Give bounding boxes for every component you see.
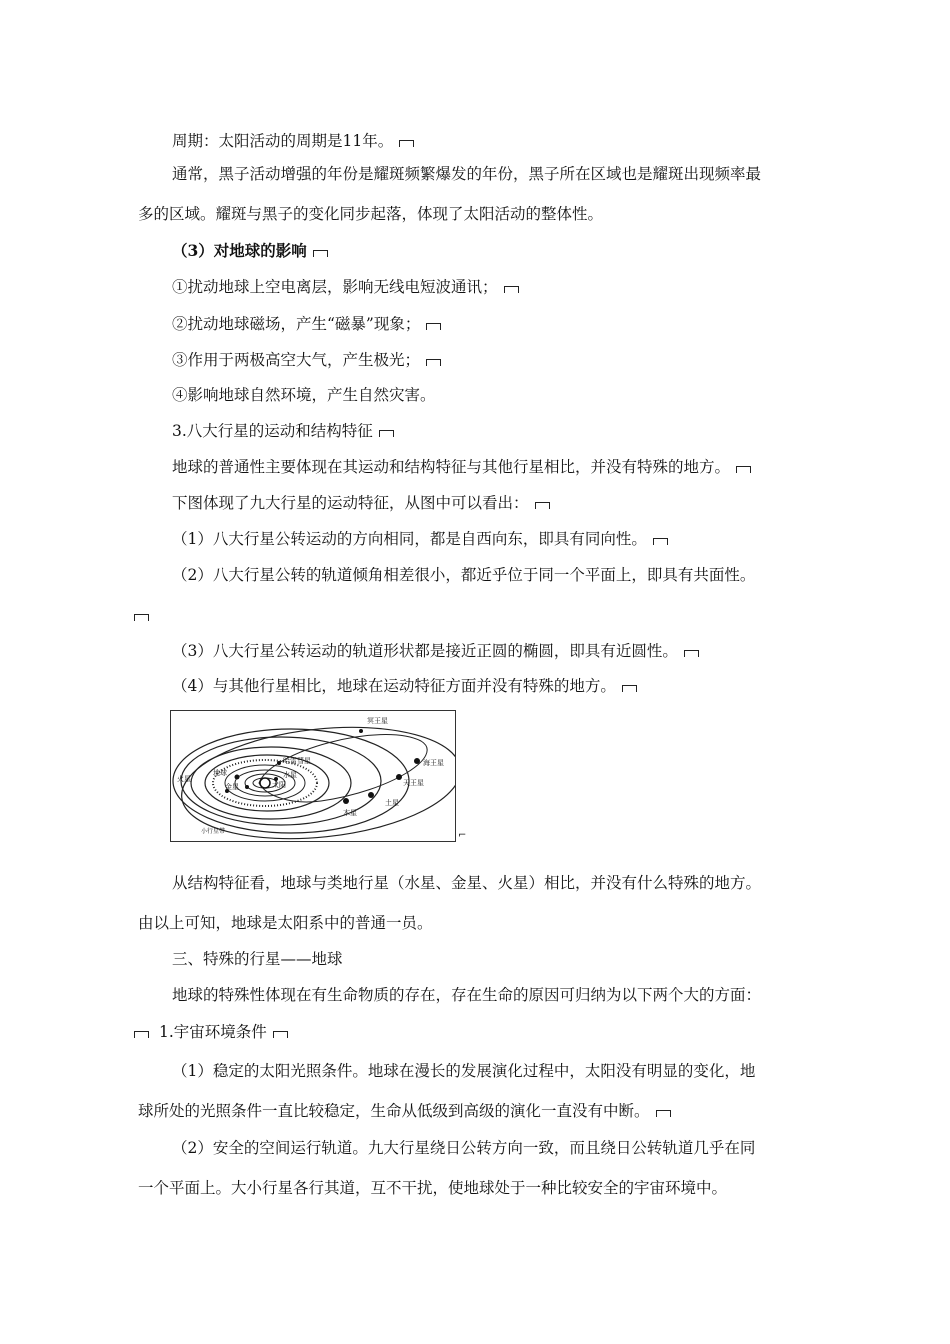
- list-item: （3）八大行星公转运动的轨道形状都是接近正圆的椭圆，即具有近圆性。: [172, 640, 699, 662]
- solar-system-diagram: [171, 711, 455, 841]
- comet-label: 哈雷彗星: [283, 757, 311, 765]
- text-line: 从结构特征看，地球与类地行星（水星、金星、火星）相比，并没有什么特殊的地方。: [172, 874, 762, 892]
- text-line: 周期：太阳活动的周期是11年。: [172, 130, 414, 152]
- saturn-label: 土星: [385, 799, 399, 807]
- list-item: ③作用于两极高空大气，产生极光；: [172, 349, 441, 371]
- venus-label: 金星: [225, 783, 239, 791]
- pluto-marker: [359, 729, 363, 733]
- mars-label: 火星: [177, 775, 191, 783]
- jupiter-label: 木星: [343, 809, 357, 817]
- section-heading: 1.宇宙环境条件: [134, 1021, 288, 1043]
- sun-icon: [260, 778, 270, 788]
- paragraph-mark-icon: [656, 1110, 671, 1117]
- asteroid-belt-label: 小行星带: [201, 828, 226, 835]
- mercury-label: 水星: [283, 771, 297, 779]
- uranus-marker: [396, 774, 402, 780]
- text-line: （2）安全的空间运行轨道。九大行星绕日公转方向一致，而且绕日公转轨道几乎在同: [172, 1139, 756, 1157]
- text-line: （1）稳定的太阳光照条件。地球在漫长的发展演化过程中，太阳没有明显的变化，地: [172, 1062, 756, 1080]
- pluto-label: 冥王星: [367, 717, 388, 725]
- paragraph-mark-icon: [134, 1031, 149, 1038]
- paragraph-mark-icon: [134, 614, 149, 621]
- uranus-label: 天王星: [403, 779, 424, 787]
- paragraph-mark-icon: [653, 538, 668, 545]
- section-heading: （3）对地球的影响: [172, 240, 328, 262]
- list-item: （1）八大行星公转运动的方向相同，都是自西向东，即具有同向性。: [172, 528, 668, 550]
- paragraph-mark-icon: [684, 650, 699, 657]
- text-line: 地球的特殊性体现在有生命物质的存在，存在生命的原因可归纳为以下两个大的方面：: [172, 986, 762, 1004]
- earth-marker: [235, 775, 240, 780]
- text-line: [134, 604, 149, 626]
- paragraph-mark-icon: [426, 323, 441, 330]
- solar-system-figure: [170, 710, 456, 842]
- paragraph-mark-icon: [399, 140, 414, 147]
- paragraph-mark-icon: [504, 286, 519, 293]
- comet-marker: [277, 761, 281, 765]
- text-line: 多的区域。耀斑与黑子的变化同步起落，体现了太阳活动的整体性。: [138, 205, 604, 223]
- venus-marker: [245, 785, 249, 789]
- section-heading: 3.八大行星的运动和结构特征: [172, 420, 394, 442]
- saturn-orbit: [191, 747, 351, 819]
- paragraph-mark-icon: [426, 359, 441, 366]
- jupiter-marker: [343, 798, 349, 804]
- paragraph-mark-icon: [736, 466, 751, 473]
- paragraph-mark-icon: [273, 1031, 288, 1038]
- text-line: 下图体现了九大行星的运动特征，从图中可以看出：: [172, 492, 550, 514]
- saturn-marker: [368, 792, 374, 798]
- text-line: 通常，黑子活动增强的年份是耀斑频繁爆发的年份，黑子所在区域也是耀斑出现频率最: [172, 165, 762, 183]
- paragraph-mark-icon: [379, 430, 394, 437]
- text-line: 地球的普通性主要体现在其运动和结构特征与其他行星相比，并没有特殊的地方。: [172, 456, 751, 478]
- figure-tail-mark: ⌐: [458, 830, 467, 841]
- list-item: ①扰动地球上空电离层，影响无线电短波通讯；: [172, 276, 519, 298]
- earth-label: 地球: [213, 769, 227, 777]
- list-item: （2）八大行星公转的轨道倾角相差很小，都近乎位于同一个平面上，即具有共面性。: [172, 566, 756, 584]
- neptune-label: 海王星: [423, 759, 444, 767]
- paragraph-mark-icon: [622, 685, 637, 692]
- list-item: （4）与其他行星相比，地球在运动特征方面并没有特殊的地方。: [172, 675, 637, 697]
- paragraph-mark-icon: [535, 502, 550, 509]
- list-item: ④影响地球自然环境，产生自然灾害。: [172, 386, 436, 404]
- text-line: 由以上可知，地球是太阳系中的普通一员。: [138, 914, 433, 932]
- text-line: 球所处的光照条件一直比较稳定，生命从低级到高级的演化一直没有中断。: [138, 1100, 671, 1122]
- comet-orbit: [259, 735, 427, 802]
- paragraph-mark-icon: [313, 250, 328, 257]
- neptune-marker: [414, 758, 420, 764]
- section-heading: 三、特殊的行星——地球: [172, 950, 343, 968]
- sun-label: 太阳: [272, 781, 286, 789]
- list-item: ②扰动地球磁场，产生“磁暴”现象；: [172, 313, 441, 335]
- text-line: 一个平面上。大小行星各行其道，互不干扰，使地球处于一种比较安全的宇宙环境中。: [138, 1179, 728, 1197]
